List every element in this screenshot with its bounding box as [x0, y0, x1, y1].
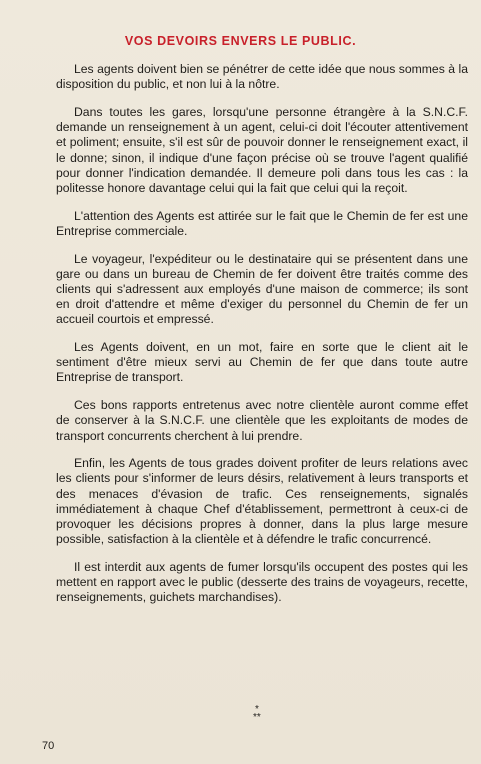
body-text — [56, 62, 468, 618]
paragraph-5: Les Agents doivent, en un mot, faire en sorte que le client ait le sentiment d'être mieux servi au Chemin de fer que dans toute autre Entreprise de transport. — [56, 340, 468, 385]
paragraph-1: Les agents doivent bien se pénétrer de cette idée que nous sommes à la disposition du public, et non lui à la nôtre. — [56, 62, 468, 92]
asterism-bottom: ** — [253, 712, 261, 723]
paragraph-6: Ces bons rapports entretenus avec notre clientèle auront comme effet de conserver à la S.N.C.F. une clientèle que les exploitants de modes de transport concurrents cherchent à lui prendre. — [56, 398, 468, 443]
asterism-top: * — [254, 704, 259, 715]
paragraph-2: Dans toutes les gares, lorsqu'une personne étrangère à la S.N.C.F. demande un renseignement à un agent, celui-ci doit l'écouter attentivement et poliment; ensuite, s'il est sûr de pouvoir donner le renseignement exact, il le donne; sinon, il indique d'une façon précise où se trouve l'agent qualifié pour donner l'indication demandée. Il demeure poli dans tous les cas : la politesse honore davantage celui qui la fait que celui qui la reçoit. — [56, 104, 468, 195]
paragraph-4: Le voyageur, l'expéditeur ou le destinataire qui se présentent dans une gare ou dans un bureau de Chemin de fer doivent être traités comme des clients qui s'adressent aux employés d'une maison de commerce; ils sont en droit d'attendre et même d'exiger du personnel du Chemin de fer un accueil courtois et empressé. — [56, 251, 468, 327]
page-number: 70 — [42, 740, 55, 752]
page-title: VOS DEVOIRS ENVERS LE PUBLIC. — [124, 34, 357, 48]
paragraph-7: Enfin, les Agents de tous grades doivent profiter de leurs relations avec les clients pour s'informer de leurs désirs, relativement à leurs transports et des menaces d'évasion de trafic. Ces renseignements, signalés immédiatement à chaque Chef d'établissement, permettront à ceux-ci de provoquer les décisions propres à donner, dans la plus large mesure possible, satisfaction à la clientèle et à défendre le trafic concurrencé. — [56, 456, 468, 547]
paragraph-8: Il est interdit aux agents de fumer lorsqu'ils occupent des postes qui les mettent en rapport avec le public (desserte des trains de voyageurs, recette, renseignements, guichets marchandises). — [56, 559, 468, 605]
paragraph-3: L'attention des Agents est attirée sur le fait que le Chemin de fer est une Entreprise commerciale. — [56, 208, 468, 238]
asterism-ornament — [253, 706, 261, 722]
